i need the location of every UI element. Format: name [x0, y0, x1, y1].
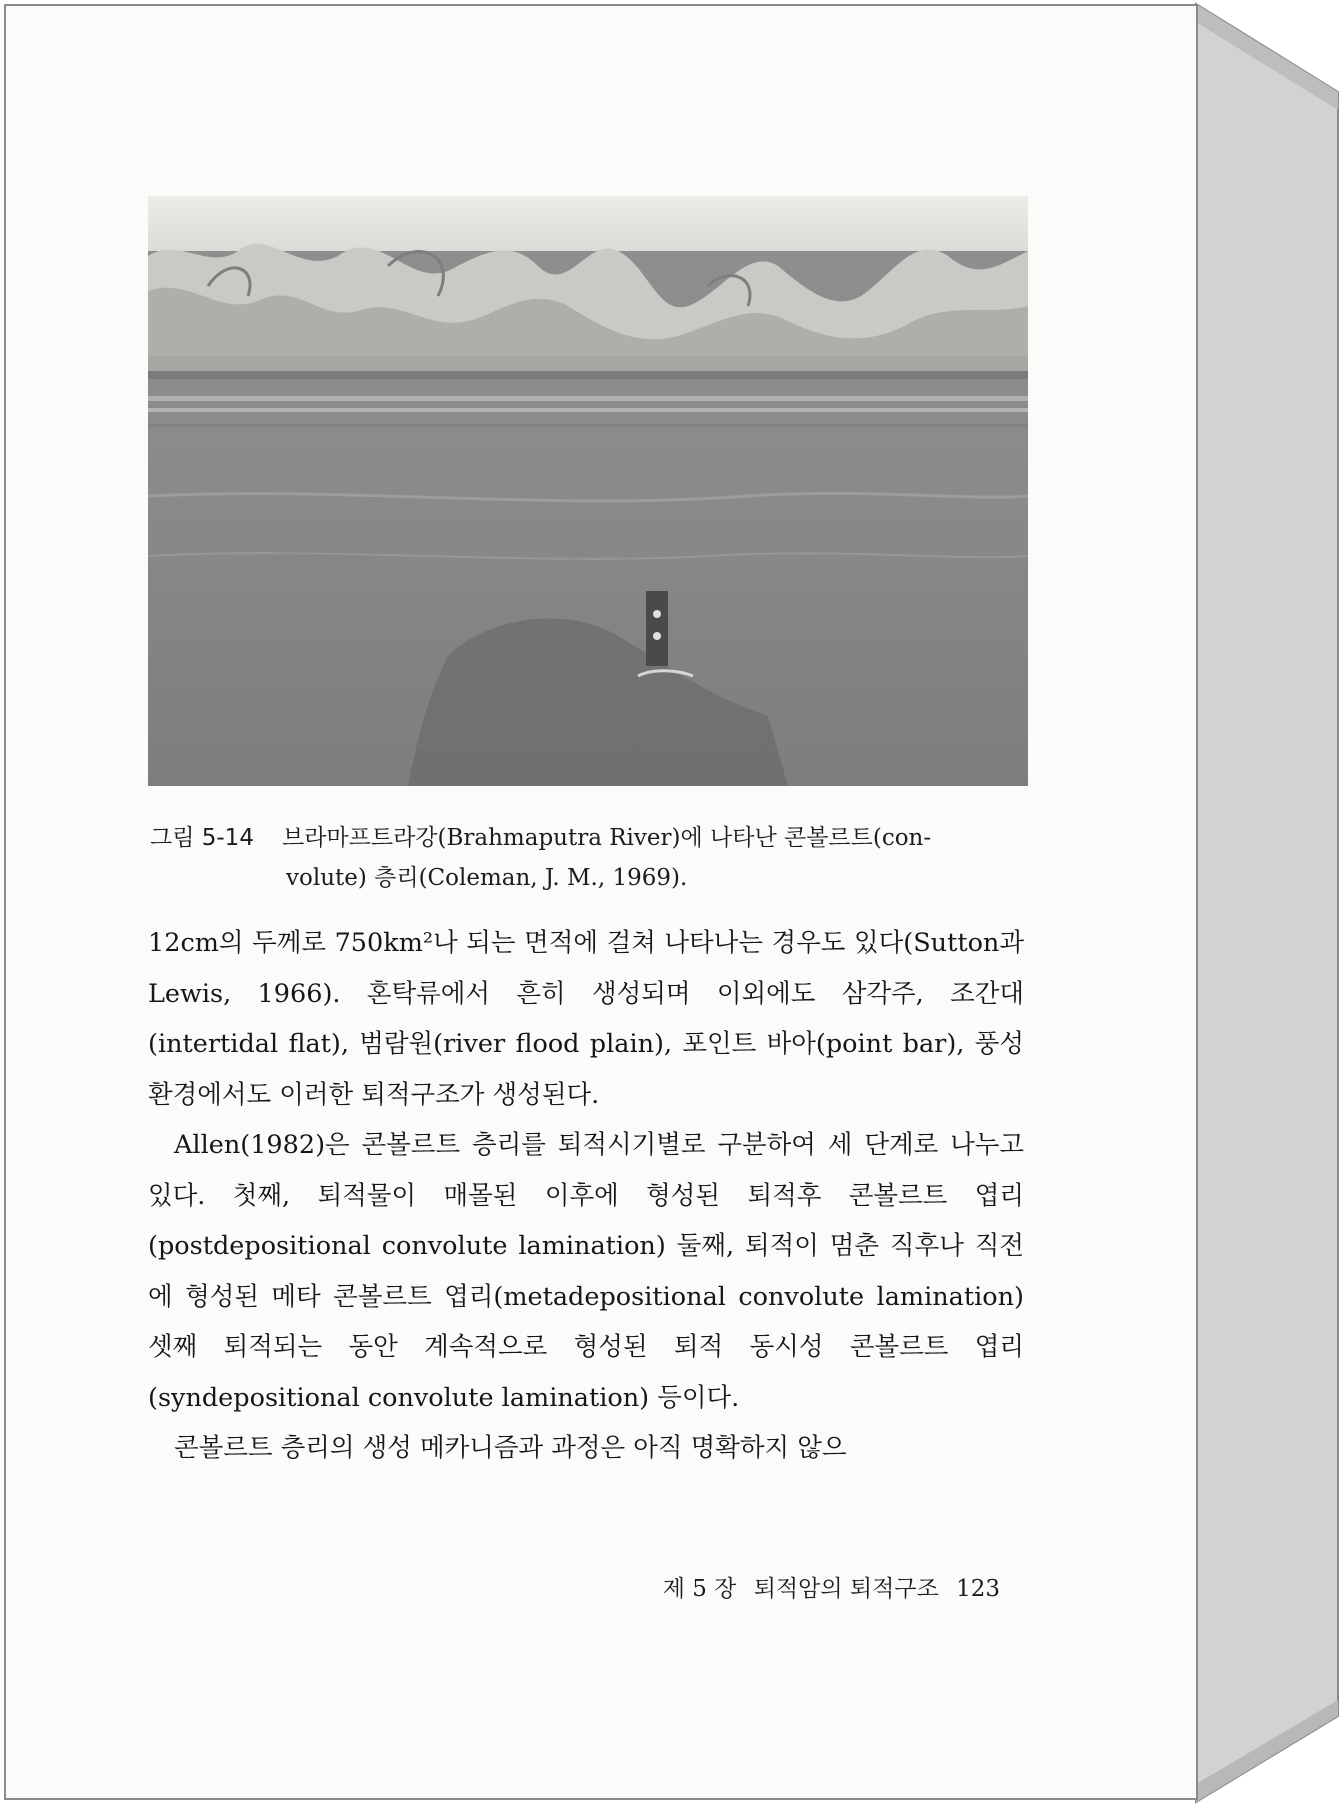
footer-chapter: 제 5 장	[662, 1576, 737, 1602]
figure-label: 그림 5-14	[150, 825, 254, 851]
figure-caption	[150, 818, 1026, 898]
paragraph-2: Allen(1982)은 콘볼르트 층리를 퇴적시기별로 구분하여 세 단계로 나누고 있다. 첫째, 퇴적물이 매몰된 이후에 형성된 퇴적후 콘볼르트 엽리(postdepositional convolute lamination) 둘째, 퇴적이 멈춘 직후나 직전에 형성된 메타 콘볼르트 엽리(metadepositional convolute lamination) 셋째 퇴적되는 동안 계속적으로 형성된 퇴적 동시성 콘볼르트 엽리(syndepositional convolute lamination) 등이다.	[148, 1130, 1024, 1413]
footer-title: 퇴적암의 퇴적구조	[753, 1576, 939, 1602]
convolute-bedding-photo	[148, 196, 1028, 786]
caption-line-2: volute) 층리(Coleman, J. M., 1969).	[286, 865, 688, 891]
body-text	[148, 918, 1024, 1474]
paragraph-3: 콘볼르트 층리의 생성 메카니즘과 과정은 아직 명확하지 않으	[174, 1433, 847, 1463]
caption-line-1: 브라마프트라강(Brahmaputra River)에 나타난 콘볼르트(con-	[282, 825, 932, 851]
photo-image	[148, 196, 1028, 786]
page-footer	[612, 1570, 1000, 1603]
page-number: 123	[956, 1576, 1000, 1602]
paragraph-1: 12cm의 두께로 750km²나 되는 면적에 걸쳐 나타나는 경우도 있다(Sutton과 Lewis, 1966). 혼탁류에서 흔히 생성되며 이외에도 삼각주, 조간대(intertidal flat), 범람원(river flood plain), 포인트 바아(point bar), 풍성 환경에서도 이러한 퇴적구조가 생성된다.	[148, 928, 1024, 1110]
